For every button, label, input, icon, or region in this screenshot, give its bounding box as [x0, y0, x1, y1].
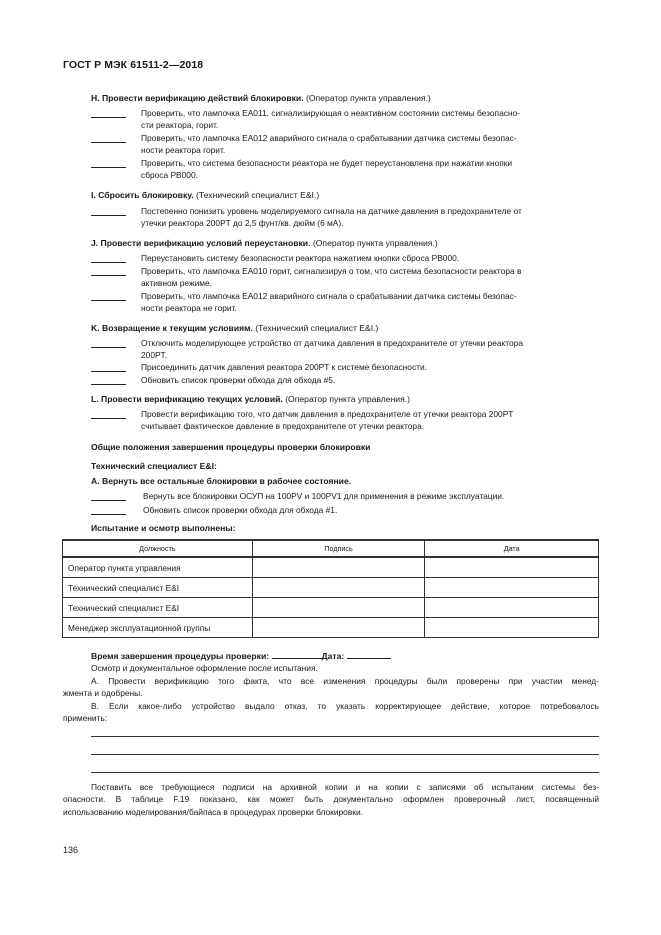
signature-cell[interactable]	[252, 618, 425, 638]
completion-time-line	[91, 649, 391, 662]
item-b-line: B. Если какое-либо устройство выдало отказ, то указать корректирующее действие, которое потребовалось	[91, 701, 599, 711]
completion-date-label: Дата:	[321, 651, 345, 661]
section-j-role: (Оператор пункта управления.)	[310, 238, 438, 248]
item-a-line: A. Провести верификацию того факта, что все изменения процедуры были проверены при участии менед-	[91, 676, 599, 686]
date-cell[interactable]	[425, 578, 599, 598]
completion-time-field[interactable]	[272, 649, 322, 659]
item-text: активном режиме.	[141, 278, 212, 289]
tech-title: Технический специалист E&I:	[91, 461, 217, 471]
check-blank[interactable]	[91, 300, 126, 301]
final-line: опасности. В таблице F.19 показано, как может быть документально оформлен проверочный лист, посвященный	[63, 794, 599, 805]
section-i-item	[91, 205, 599, 230]
section-k-heading	[91, 322, 378, 334]
item-text: Проверить, что лампочка EA012 аварийного сигнала о срабатывании датчика системы безопас-	[141, 133, 517, 143]
section-h-title: H. Провести верификацию действий блокировки.	[91, 93, 304, 103]
table-header-row	[63, 540, 599, 557]
section-k-item	[91, 361, 599, 373]
date-cell[interactable]	[425, 618, 599, 638]
item-text: Присоединить датчик давления реактора 200PT к системе безопасности.	[141, 362, 427, 372]
item-text: сброса PB000.	[141, 170, 198, 181]
item-text: Обновить список проверки обхода для обхода #5.	[141, 375, 336, 385]
section-k-item	[91, 374, 599, 386]
section-l-item	[91, 408, 599, 433]
section-a-item	[91, 490, 599, 502]
check-blank[interactable]	[91, 500, 126, 501]
item-b-line: применить:	[63, 713, 108, 724]
check-blank[interactable]	[91, 514, 126, 515]
section-j-item	[91, 290, 599, 315]
item-text: Вернуть все блокировки ОСУП на 100PV и 100PV1 для применения в режиме эксплуатации.	[143, 491, 505, 501]
date-cell[interactable]	[425, 598, 599, 618]
item-text: 200PT.	[141, 350, 168, 361]
section-h-heading	[91, 92, 431, 104]
section-k-role: (Технический специалист E&I.)	[252, 323, 379, 333]
page-number: 136	[63, 845, 79, 855]
signature-table	[62, 539, 599, 638]
table-row	[63, 618, 599, 638]
item-text: сти реактора, горит.	[141, 120, 219, 131]
table-row	[63, 557, 599, 578]
item-text: Обновить список проверки обхода для обхода #1.	[143, 505, 338, 515]
section-l-role: (Оператор пункта управления.)	[282, 394, 411, 404]
completion-time-label: Время завершения процедуры проверки:	[91, 651, 270, 661]
check-blank[interactable]	[91, 167, 126, 168]
check-blank[interactable]	[91, 142, 126, 143]
table-row	[63, 598, 599, 618]
check-blank[interactable]	[91, 347, 126, 348]
completion-date-field[interactable]	[347, 649, 391, 659]
section-h-item	[91, 107, 599, 132]
item-a-line: жмента и одобрены.	[63, 688, 143, 699]
item-text: Проверить, что лампочка EA010 горит, сигнализируя о том, что система безопасности реактора в	[141, 266, 522, 276]
item-text: Отключить моделирующее устройство от датчика давления в предохранителе от утечки реактора	[141, 338, 523, 348]
final-line: Поставить все требующиеся подписи на архивной копии и на копии с записями об испытании системы без-	[91, 782, 599, 792]
item-text: Проверить, что лампочка EA011, сигнализирующая о неактивном состоянии системы безопасно-	[141, 108, 521, 118]
item-text: Постепенно понизить уровень моделируемого сигнала на датчике давления в предохранителе от	[141, 206, 522, 216]
document-header: ГОСТ Р МЭК 61511-2—2018	[63, 59, 204, 71]
check-blank[interactable]	[91, 275, 126, 276]
column-header-position: Должность	[63, 540, 253, 557]
section-k-item	[91, 337, 599, 362]
section-h-item	[91, 157, 599, 182]
corrective-action-line[interactable]	[91, 736, 599, 737]
corrective-action-line[interactable]	[91, 754, 599, 755]
section-h-role: (Оператор пункта управления.)	[303, 93, 431, 103]
section-l-heading	[91, 393, 410, 405]
position-cell: Технический специалист E&I	[63, 578, 253, 598]
position-cell: Оператор пункта управления	[63, 557, 253, 578]
signature-cell[interactable]	[252, 598, 425, 618]
section-i-title: I. Сбросить блокировку.	[91, 190, 194, 200]
check-blank[interactable]	[91, 418, 126, 419]
item-text: считывает фактическое давление в предохранителе от утечки реактора.	[141, 421, 425, 432]
section-j-item	[91, 252, 599, 264]
column-header-date: Дата	[425, 540, 599, 557]
section-i-role: (Технический специалист E&I.)	[193, 190, 320, 200]
section-a-title: A. Вернуть все остальные блокировки в рабочее состояние.	[91, 476, 352, 486]
section-l-title: L. Провести верификацию текущих условий.	[91, 394, 283, 404]
table-row	[63, 578, 599, 598]
review-line: Осмотр и документальное оформление после испытания.	[91, 663, 318, 673]
item-text: Проверить, что лампочка EA012 аварийного сигнала о срабатывании датчика системы безопас-	[141, 291, 517, 301]
check-blank[interactable]	[91, 371, 126, 372]
check-blank[interactable]	[91, 117, 126, 118]
item-text: Переустановить систему безопасности реактора нажатием кнопки сброса PB000.	[141, 253, 460, 263]
position-cell: Менеджер эксплуатационной группы	[63, 618, 253, 638]
signature-cell[interactable]	[252, 578, 425, 598]
date-cell[interactable]	[425, 557, 599, 578]
item-text: ности реактора не горит.	[141, 303, 237, 314]
section-j-title: J. Провести верификацию условий переустановки.	[91, 238, 311, 248]
section-h-item	[91, 132, 599, 157]
general-title: Общие положения завершения процедуры проверки блокировки	[91, 442, 371, 452]
section-k-title: K. Возвращение к текущим условиям.	[91, 323, 253, 333]
item-a-paragraph	[63, 675, 599, 700]
item-b-paragraph	[63, 700, 599, 725]
check-blank[interactable]	[91, 384, 126, 385]
signature-cell[interactable]	[252, 557, 425, 578]
section-i-heading	[91, 189, 319, 201]
corrective-action-line[interactable]	[91, 772, 599, 773]
item-text: Проверить, что система безопасности реактора не будет переустановлена при нажатии кнопки	[141, 158, 513, 168]
position-cell: Технический специалист E&I	[63, 598, 253, 618]
final-line: использованию моделирования/байпаса в процедурах проверки блокировки.	[63, 806, 363, 817]
section-j-heading	[91, 237, 438, 249]
column-header-signature: Подпись	[252, 540, 425, 557]
item-text: Провести верификацию того, что датчик давления в предохранителе от утечки реактора 200PT	[141, 409, 514, 419]
test-title: Испытание и осмотр выполнены:	[91, 523, 236, 533]
item-text: утечки реактора 200PT до 2,5 фунт/кв. дюйм (6 мА).	[141, 218, 344, 229]
section-a-item	[91, 504, 599, 516]
check-blank[interactable]	[91, 215, 126, 216]
section-j-item	[91, 265, 599, 290]
item-text: ности реактора горит.	[141, 145, 226, 156]
final-paragraph	[63, 781, 599, 818]
check-blank[interactable]	[91, 262, 126, 263]
